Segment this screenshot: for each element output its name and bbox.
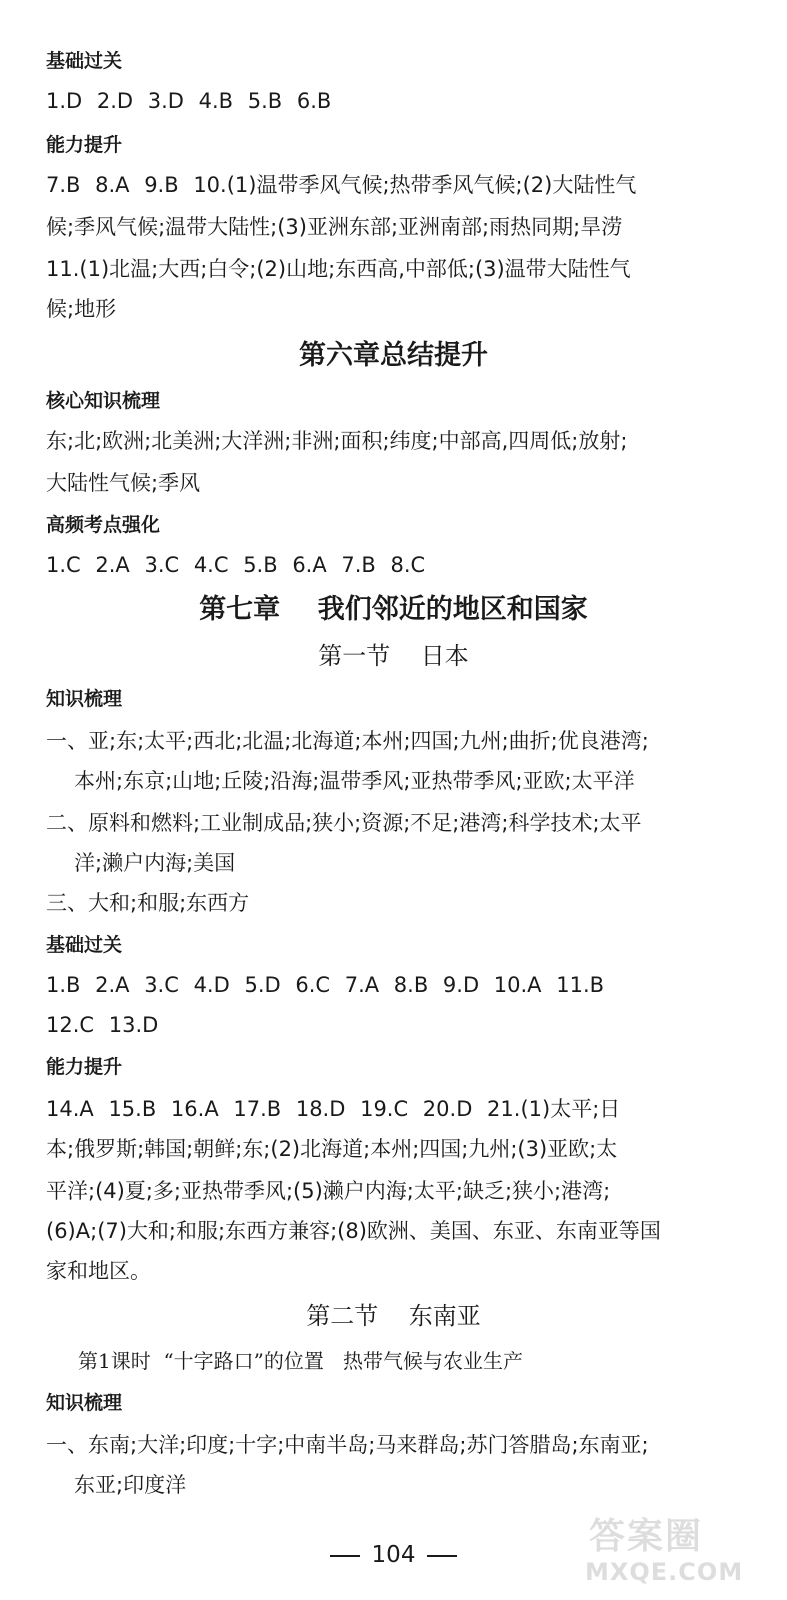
watermark-brand: 答案圈 xyxy=(589,1516,704,1557)
answer-line: 12.C 13.D xyxy=(46,1013,159,1037)
watermark-site: MXQE.COM xyxy=(585,1558,744,1586)
section-2-title: 第二节 东南亚 xyxy=(306,1302,481,1330)
heading-ability-boost: 能力提升 xyxy=(46,1056,123,1078)
answer-line: 东亚;印度洋 xyxy=(74,1473,187,1497)
answer-line: 11.(1)北温;大西;白令;(2)山地;东西高,中部低;(3)温带大陆性气 xyxy=(46,257,631,281)
page-number-value: 104 xyxy=(371,1542,416,1568)
answer-line: 1.C 2.A 3.C 4.C 5.B 6.A 7.B 8.C xyxy=(46,553,426,577)
answer-line: 平洋;(4)夏;多;亚热带季风;(5)濑户内海;太平;缺乏;狭小;港湾; xyxy=(46,1179,611,1203)
answer-line: 1.D 2.D 3.D 4.B 5.B 6.B xyxy=(46,89,332,113)
answer-line: 14.A 15.B 16.A 17.B 18.D 19.C 20.D 21.(1)太平;日 xyxy=(46,1097,621,1121)
answer-line: 三、大和;和服;东西方 xyxy=(46,891,250,915)
answer-line: 二、原料和燃料;工业制成品;狭小;资源;不足;港湾;科学技术;太平 xyxy=(46,811,642,835)
chapter-6-title: 第六章总结提升 xyxy=(299,340,488,371)
chapter-7-title: 第七章 我们邻近的地区和国家 xyxy=(199,594,588,625)
answer-line: 本州;东京;山地;丘陵;沿海;温带季风;亚热带季风;亚欧;太平洋 xyxy=(74,769,635,793)
heading-knowledge-review: 知识梳理 xyxy=(46,1392,123,1414)
answer-line: 本;俄罗斯;韩国;朝鲜;东;(2)北海道;本州;四国;九州;(3)亚欧;太 xyxy=(46,1137,618,1161)
answer-line: 家和地区。 xyxy=(46,1259,151,1283)
answer-line: 候;地形 xyxy=(46,297,117,321)
heading-basic-check: 基础过关 xyxy=(46,934,123,956)
answer-line: 东;北;欧洲;北美洲;大洋洲;非洲;面积;纬度;中部高,四周低;放射; xyxy=(46,429,628,453)
answer-line: (6)A;(7)大和;和服;东西方兼容;(8)欧洲、美国、东亚、东南亚等国 xyxy=(46,1219,661,1243)
answer-line: 一、东南;大洋;印度;十字;中南半岛;马来群岛;苏门答腊岛;东南亚; xyxy=(46,1433,649,1457)
answer-line: 一、亚;东;太平;西北;北温;北海道;本州;四国;九州;曲折;优良港湾; xyxy=(46,729,649,753)
answer-line: 候;季风气候;温带大陆性;(3)亚洲东部;亚洲南部;雨热同期;旱涝 xyxy=(46,215,623,239)
heading-basic-check: 基础过关 xyxy=(46,50,123,72)
left-dash xyxy=(330,1555,360,1557)
heading-frequent-points: 高频考点强化 xyxy=(46,514,161,536)
section-1-title: 第一节 日本 xyxy=(318,642,469,670)
heading-core-knowledge: 核心知识梳理 xyxy=(46,390,161,412)
lesson-1-title: 第1课时 “十字路口”的位置 热带气候与农业生产 xyxy=(78,1349,523,1373)
heading-knowledge-review: 知识梳理 xyxy=(46,688,123,710)
right-dash xyxy=(427,1555,457,1557)
answer-line: 大陆性气候;季风 xyxy=(46,471,201,495)
answer-line: 7.B 8.A 9.B 10.(1)温带季风气候;热带季风气候;(2)大陆性气 xyxy=(46,173,637,197)
site-watermark xyxy=(579,1508,769,1588)
answer-line: 1.B 2.A 3.C 4.D 5.D 6.C 7.A 8.B 9.D 10.A 11.B xyxy=(46,973,605,997)
heading-ability-boost: 能力提升 xyxy=(46,134,123,156)
answer-line: 洋;濑户内海;美国 xyxy=(74,851,236,875)
